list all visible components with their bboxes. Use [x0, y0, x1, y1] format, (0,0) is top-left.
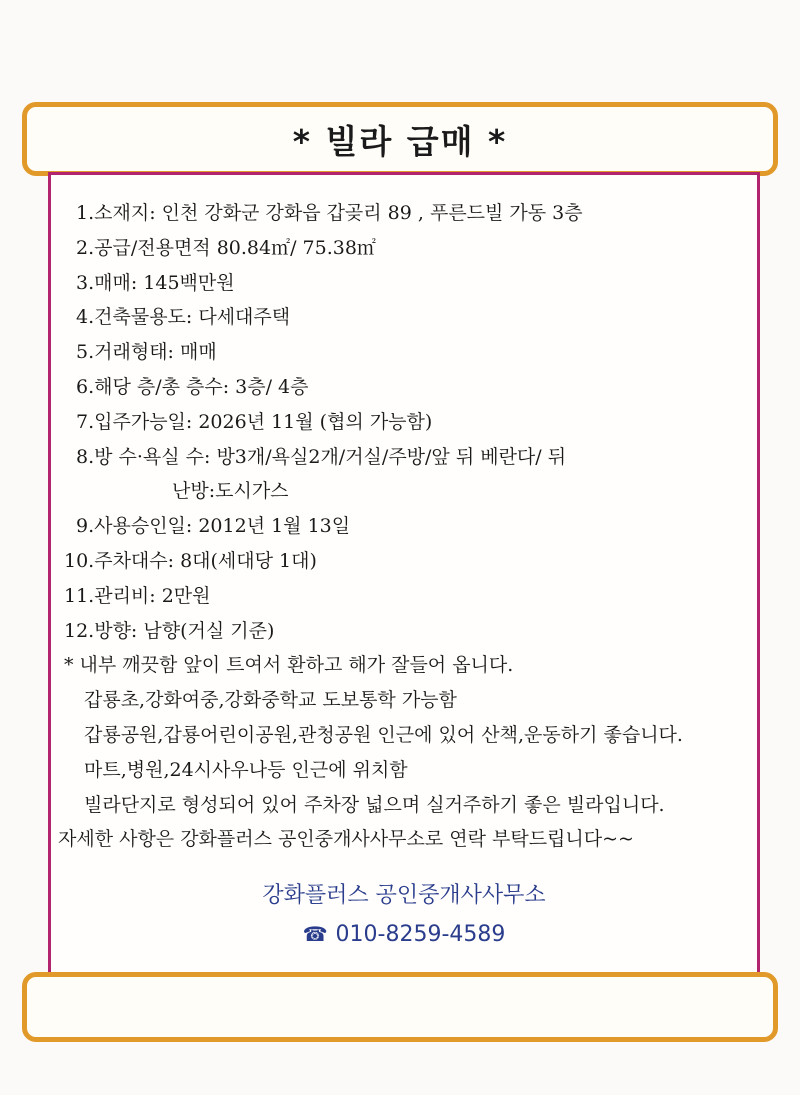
detail-area: 2.공급/전용면적 80.84㎡/ 75.38㎡: [76, 236, 376, 259]
phone-icon: ☎: [302, 922, 328, 946]
detail-approval-date: 9.사용승인일: 2012년 1월 13일: [76, 515, 351, 538]
detail-heating: 난방:도시가스: [172, 480, 289, 503]
detail-move-in: 7.입주가능일: 2026년 11월 (협의 가능함): [76, 410, 433, 433]
detail-rooms: 8.방 수·욕실 수: 방3개/욕실2개/거실/주방/앞 뒤 베란다/ 뒤: [76, 445, 567, 468]
note-amenities: 마트,병원,24시사우나등 인근에 위치함: [84, 758, 408, 781]
office-name: 강화플러스 공인중개사사무소: [262, 883, 546, 908]
detail-direction: 12.방향: 남향(거실 기준): [64, 619, 275, 642]
detail-transaction-type: 5.거래형태: 매매: [76, 341, 217, 364]
note-complex: 빌라단지로 형성되어 있어 주차장 넓으며 실거주하기 좋은 빌라입니다.: [84, 793, 665, 816]
note-contact: 자세한 사항은 강화플러스 공인중개사사무소로 연락 부탁드립니다~~: [58, 828, 634, 851]
listing-details: [58, 196, 754, 857]
phone-number: 010-8259-4589: [335, 922, 506, 947]
detail-maintenance-fee: 11.관리비: 2만원: [64, 584, 211, 607]
detail-price: 3.매매: 145백만원: [76, 271, 235, 294]
note-parks: 갑룡공원,갑룡어린이공원,관청공원 인근에 있어 산책,운동하기 좋습니다.: [84, 723, 683, 746]
note-schools: 갑룡초,강화여중,강화중학교 도보통학 가능함: [84, 689, 457, 712]
bottom-scroll-bar: [22, 972, 778, 1042]
note-interior: * 내부 깨끗함 앞이 트여서 환하고 해가 잘들어 옵니다.: [64, 654, 514, 677]
detail-floor: 6.해당 층/총 층수: 3층/ 4층: [76, 375, 309, 398]
page-title: * 빌라 급매 *: [292, 122, 508, 161]
detail-address: 1.소재지: 인천 강화군 강화읍 갑곶리 89 , 푸른드빌 가동 3층: [76, 202, 583, 224]
detail-building-use: 4.건축물용도: 다세대주택: [76, 306, 291, 329]
detail-parking: 10.주차대수: 8대(세대당 1대): [64, 549, 317, 572]
phone-line[interactable]: [48, 922, 760, 947]
